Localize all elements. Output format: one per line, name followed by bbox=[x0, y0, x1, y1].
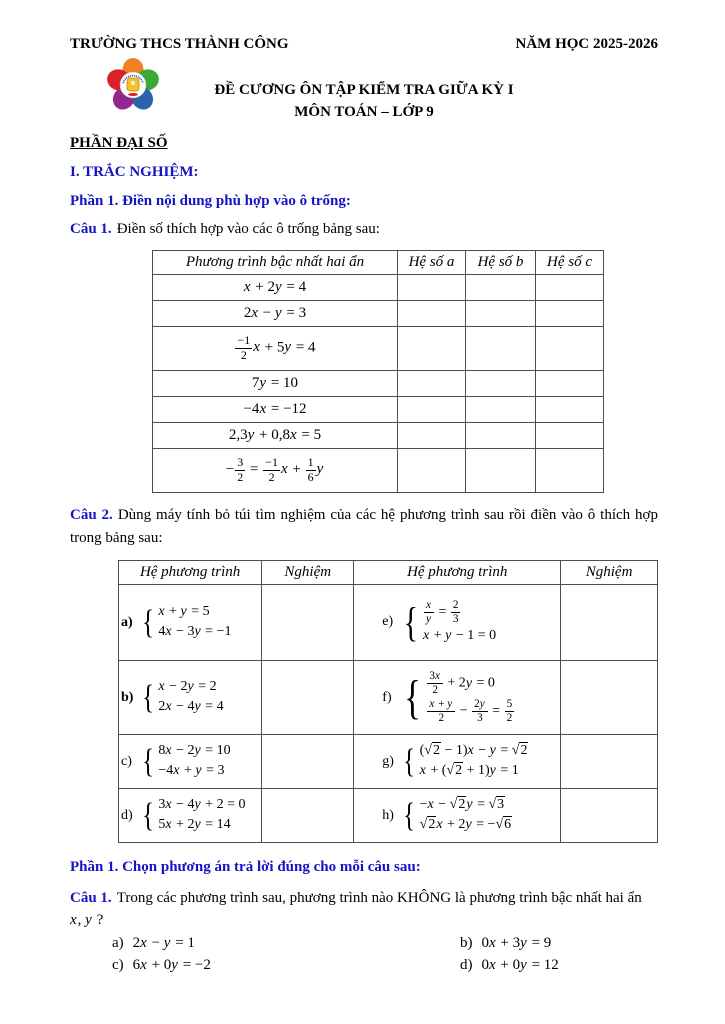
table-row bbox=[153, 422, 604, 448]
equation-system bbox=[121, 603, 259, 642]
system-equations bbox=[418, 742, 529, 781]
blank-answer-cell bbox=[398, 370, 466, 396]
table-header-cell: Hệ số b bbox=[466, 250, 536, 274]
table-row bbox=[153, 396, 604, 422]
blank-answer-cell bbox=[466, 422, 536, 448]
mc-question-1-text: Trong các phương trình sau, phương trình nào KHÔNG là phương trình bậc nhất hai ẩn bbox=[116, 890, 642, 906]
answer-option bbox=[460, 957, 658, 974]
system-equations bbox=[156, 678, 223, 717]
answer-option bbox=[460, 935, 658, 952]
blank-answer-cell bbox=[466, 448, 536, 492]
blank-answer-cell bbox=[398, 396, 466, 422]
blank-answer-cell bbox=[466, 396, 536, 422]
system-cell bbox=[354, 661, 561, 735]
blank-answer-cell bbox=[466, 370, 536, 396]
system-cell bbox=[119, 661, 262, 735]
option-equation: 0x + 3y = 9 bbox=[481, 935, 552, 952]
equation: x + y = 5 bbox=[158, 604, 210, 620]
table-row bbox=[153, 448, 604, 492]
answer-option bbox=[112, 935, 460, 952]
algebra-part-heading: PHẦN ĐẠI SỐ bbox=[70, 134, 168, 151]
equation-cell: x + 2y = 4 bbox=[153, 274, 398, 300]
equation: −4x + y = 3 bbox=[158, 763, 225, 778]
table-row bbox=[153, 326, 604, 370]
systems-table-body bbox=[119, 585, 658, 843]
systems-table-head-row bbox=[119, 561, 658, 585]
blank-answer-cell bbox=[536, 448, 604, 492]
equation: $\frac{x + y}{2}$ − $\frac{2y}{3}$ = $\frac{5}{2}$ bbox=[429, 698, 513, 724]
question-2-label: Câu 2. bbox=[70, 506, 113, 523]
system-equations bbox=[424, 670, 515, 725]
choice-section-heading: Phần 1. Chọn phương án trả lời đúng cho mỗi câu sau: bbox=[70, 859, 421, 875]
blank-answer-cell bbox=[536, 370, 604, 396]
equation: (√2 − 1)x − y = √2 bbox=[419, 743, 528, 759]
system-label: f) bbox=[382, 689, 392, 705]
option-label: c) bbox=[112, 957, 124, 974]
blank-answer-cell bbox=[536, 396, 604, 422]
equation-cell: $\frac{-1}{2}$ x + 5y = 4 bbox=[153, 326, 398, 370]
question-2-text: Dùng máy tính bỏ túi tìm nghiệm của các hệ phương trình sau rồi điền vào ô thích hợp trong bảng sau: bbox=[70, 506, 658, 546]
equation-system bbox=[356, 742, 558, 781]
blank-answer-cell bbox=[466, 326, 536, 370]
equation: $\frac{3x}{2}$ + 2y = 0 bbox=[429, 670, 495, 697]
mc-question-1-label: Câu 1. bbox=[70, 890, 112, 906]
system-cell bbox=[119, 789, 262, 843]
quiz-section-heading: I. TRẮC NGHIỆM: bbox=[70, 163, 199, 180]
table-row bbox=[153, 370, 604, 396]
system-brace: { bbox=[142, 678, 155, 716]
system-brace: { bbox=[403, 796, 416, 834]
system-equations bbox=[156, 603, 231, 642]
blank-answer-cell bbox=[466, 274, 536, 300]
table-header-cell: Hệ phương trình bbox=[354, 561, 561, 585]
equation: 5x + 2y = 14 bbox=[158, 817, 231, 832]
answer-cell bbox=[561, 735, 658, 789]
system-equations bbox=[418, 796, 513, 835]
blank-answer-cell bbox=[466, 300, 536, 326]
blank-answer-cell bbox=[398, 274, 466, 300]
blank-answer-cell bbox=[398, 448, 466, 492]
document-header bbox=[70, 36, 658, 53]
equation-cell: 2,3y + 0,8x = 5 bbox=[153, 422, 398, 448]
answer-cell bbox=[561, 789, 658, 843]
system-label: a) bbox=[121, 614, 133, 630]
blank-answer-cell bbox=[536, 326, 604, 370]
equation: 4x − 3y = −1 bbox=[158, 624, 232, 639]
blank-answer-cell bbox=[536, 422, 604, 448]
table-header-cell: Nghiệm bbox=[561, 561, 658, 585]
system-label: h) bbox=[382, 807, 394, 823]
system-equations bbox=[156, 742, 230, 781]
blank-answer-cell bbox=[536, 274, 604, 300]
equation: x − 2y = 2 bbox=[158, 679, 217, 695]
coeff-table-body bbox=[153, 274, 604, 492]
option-equation: 2x − y = 1 bbox=[132, 935, 195, 952]
question-1-text: Điền số thích hợp vào các ô trống bảng sau: bbox=[116, 220, 380, 237]
school-logo bbox=[106, 57, 160, 113]
table-row bbox=[119, 661, 658, 735]
table-header-cell: Nghiệm bbox=[262, 561, 354, 585]
system-brace: { bbox=[404, 670, 422, 724]
system-cell bbox=[119, 585, 262, 661]
table-row bbox=[119, 585, 658, 661]
system-brace: { bbox=[142, 603, 155, 641]
equation: 3x − 4y + 2 = 0 bbox=[158, 797, 246, 813]
equation-system bbox=[121, 742, 259, 781]
table-header-cell: Phương trình bậc nhất hai ẩn bbox=[153, 250, 398, 274]
equation: 8x − 2y = 10 bbox=[158, 743, 231, 759]
system-cell bbox=[354, 585, 561, 661]
equation-cell: 2x − y = 3 bbox=[153, 300, 398, 326]
system-equations bbox=[421, 599, 496, 646]
system-cell bbox=[119, 735, 262, 789]
answer-cell bbox=[561, 585, 658, 661]
blank-answer-cell bbox=[398, 300, 466, 326]
option-label: b) bbox=[460, 935, 473, 952]
coefficients-table bbox=[152, 250, 604, 493]
equation: −x − √2y = √3 bbox=[419, 797, 505, 813]
question-1-label: Câu 1. bbox=[70, 220, 112, 237]
system-cell bbox=[354, 735, 561, 789]
answer-cell bbox=[262, 789, 354, 843]
school-year: NĂM HỌC 2025-2026 bbox=[515, 36, 658, 52]
question-1-intro bbox=[70, 221, 658, 238]
system-brace: { bbox=[142, 796, 155, 834]
table-row bbox=[119, 789, 658, 843]
equation-system bbox=[121, 678, 259, 717]
equation: x + (√2 + 1)y = 1 bbox=[419, 763, 519, 778]
equation-system bbox=[121, 796, 259, 835]
system-cell bbox=[354, 789, 561, 843]
blank-answer-cell bbox=[398, 422, 466, 448]
option-label: d) bbox=[460, 957, 473, 974]
equation: √2x + 2y = −√6 bbox=[419, 817, 512, 832]
equation-cell: 7y = 10 bbox=[153, 370, 398, 396]
answer-cell bbox=[262, 735, 354, 789]
option-equation: 0x + 0y = 12 bbox=[481, 957, 559, 974]
equation-system bbox=[356, 670, 558, 725]
equation-system bbox=[356, 796, 558, 835]
fill-in-heading: Phần 1. Điền nội dung phù hợp vào ô trống: bbox=[70, 192, 351, 209]
title-line-1: ĐỀ CƯƠNG ÔN TẬP KIỂM TRA GIỮA KỲ I bbox=[214, 82, 514, 98]
answer-option bbox=[112, 957, 460, 974]
coeff-table-head-row bbox=[153, 250, 604, 274]
system-equations bbox=[156, 796, 245, 835]
mc-question-1-variables: x, y ? bbox=[70, 912, 104, 929]
option-equation: 6x + 0y = −2 bbox=[132, 957, 211, 974]
equation: 2x − 4y = 4 bbox=[158, 699, 224, 714]
system-label: e) bbox=[382, 614, 394, 630]
equation-cell: − $\frac{3}{2}$ = $\frac{-1}{2}$ x + $\frac{1}{6}$ y bbox=[153, 448, 398, 492]
table-header-cell: Hệ phương trình bbox=[119, 561, 262, 585]
equation-cell: −4x = −12 bbox=[153, 396, 398, 422]
system-label: d) bbox=[121, 807, 133, 823]
blank-answer-cell bbox=[536, 300, 604, 326]
table-row bbox=[119, 735, 658, 789]
logo-ribbon bbox=[128, 93, 138, 96]
system-label: g) bbox=[382, 753, 394, 769]
table-header-cell: Hệ số a bbox=[398, 250, 466, 274]
answer-cell bbox=[262, 661, 354, 735]
table-header-cell: Hệ số c bbox=[536, 250, 604, 274]
system-label: b) bbox=[121, 689, 134, 705]
answer-cell bbox=[561, 661, 658, 735]
answer-cell bbox=[262, 585, 354, 661]
options-grid bbox=[112, 935, 658, 974]
option-label: a) bbox=[112, 935, 124, 952]
equation: $\frac{x}{y}$ = $\frac{2}{3}$ bbox=[425, 599, 459, 626]
title-line-2: MÔN TOÁN – LỚP 9 bbox=[294, 103, 434, 120]
system-brace: { bbox=[403, 742, 416, 780]
table-row bbox=[153, 274, 604, 300]
mc-question-1 bbox=[70, 887, 658, 910]
system-label: c) bbox=[121, 753, 132, 769]
system-brace: { bbox=[142, 742, 155, 780]
table-row bbox=[153, 300, 604, 326]
school-name: TRƯỜNG THCS THÀNH CÔNG bbox=[70, 36, 289, 52]
systems-table bbox=[118, 560, 658, 843]
system-brace: { bbox=[404, 598, 419, 645]
question-2-intro bbox=[70, 504, 658, 551]
blank-answer-cell bbox=[398, 326, 466, 370]
equation-system bbox=[356, 599, 558, 646]
logo-emblem-face bbox=[130, 80, 136, 86]
equation: x + y − 1 = 0 bbox=[422, 627, 497, 643]
